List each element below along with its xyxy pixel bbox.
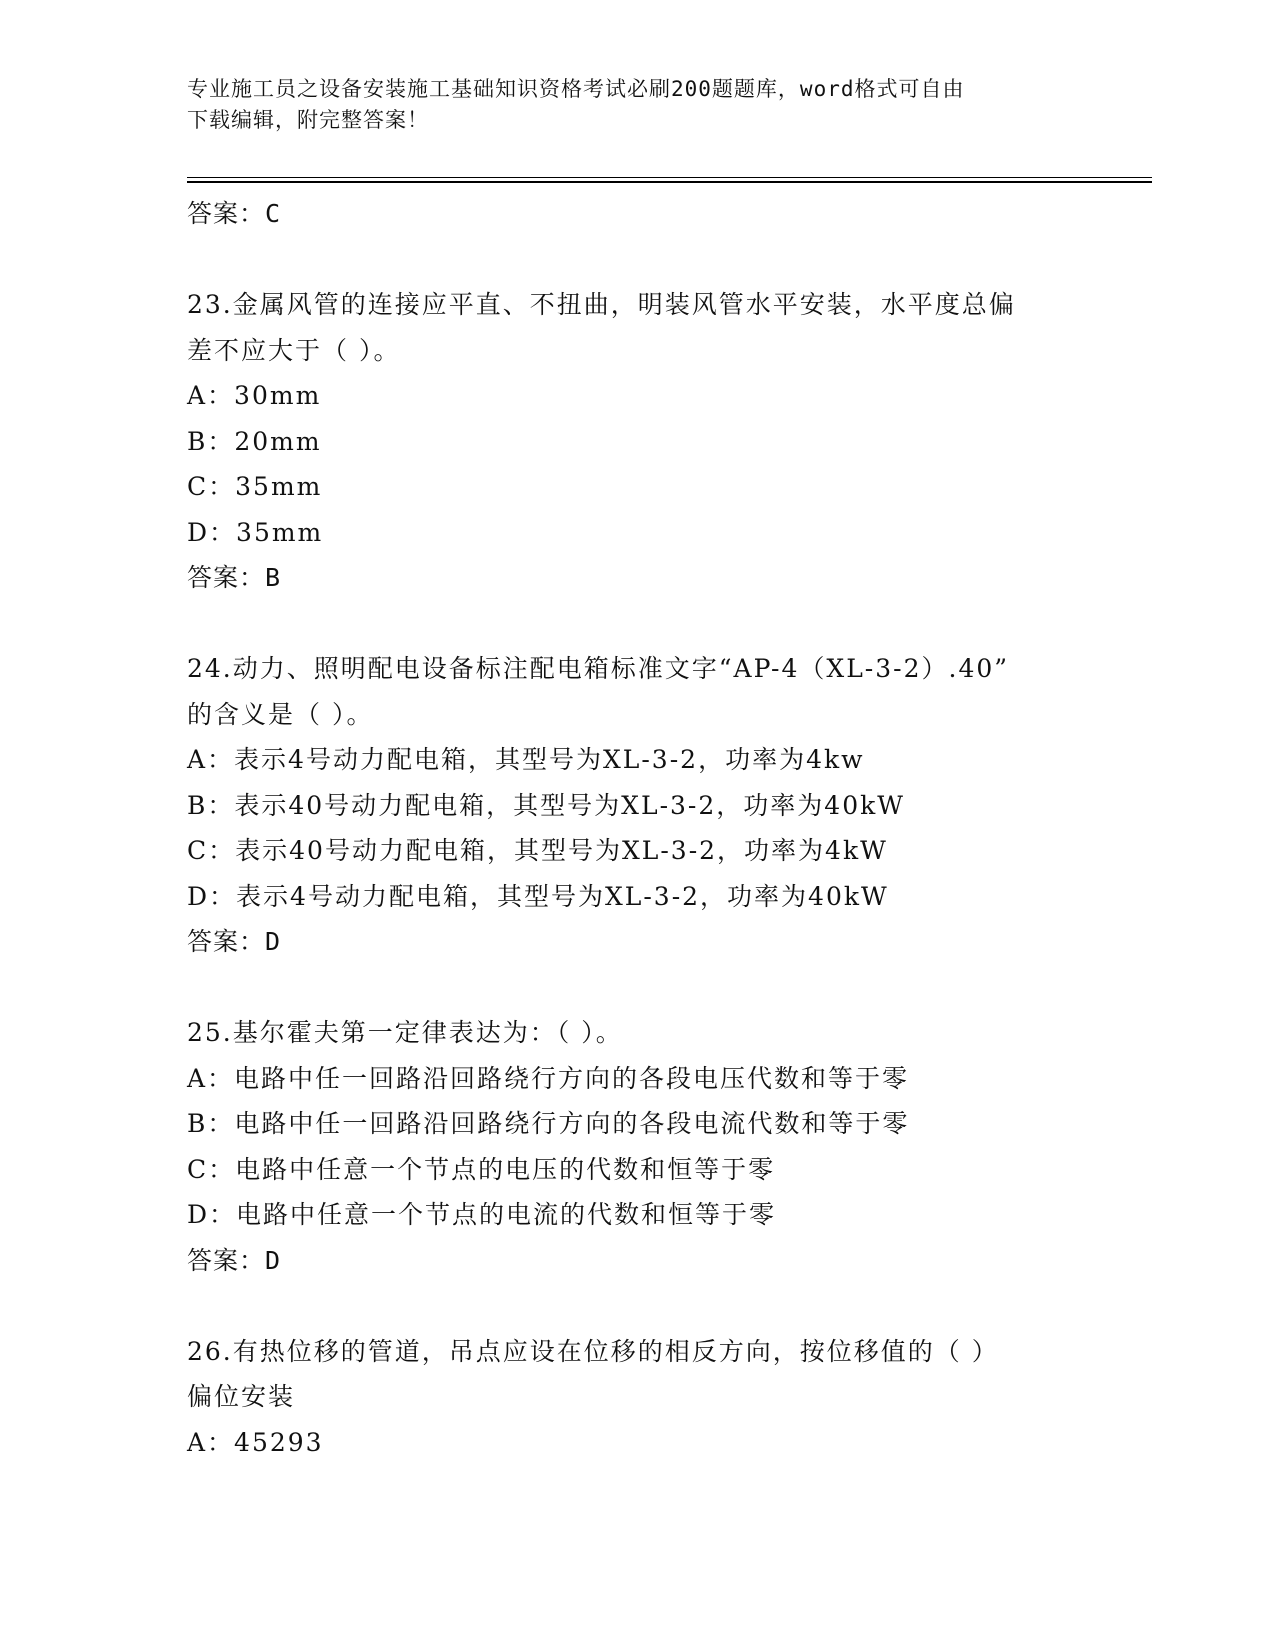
question-stem: 偏位安装 <box>187 1382 296 1411</box>
header-title-line-1: 专业施工员之设备安装施工基础知识资格考试必刷200题题库，word格式可自由 <box>187 77 965 101</box>
answer-q22: 答案：C <box>187 199 282 228</box>
option-a: A：表示4号动力配电箱，其型号为XL-3-2，功率为4kw <box>187 745 865 774</box>
answer-q24: 答案：D <box>187 927 282 956</box>
option-c: C：35mm <box>187 472 323 501</box>
question-24 <box>187 646 1087 965</box>
option-d: D：表示4号动力配电箱，其型号为XL-3-2，功率为40kW <box>187 881 889 911</box>
option-b: B：20mm <box>187 426 322 456</box>
option-b: B：电路中任一回路沿回路绕行方向的各段电流代数和等于零 <box>187 1109 910 1138</box>
spacer <box>187 1283 1087 1329</box>
question-25 <box>187 1010 1087 1283</box>
answer-q23: 答案：B <box>187 563 282 592</box>
document-header <box>187 74 1067 136</box>
question-stem: 25.基尔霍夫第一定律表达为：（ ）。 <box>187 1018 623 1047</box>
question-stem: 24.动力、照明配电设备标注配电箱标准文字“AP-4（XL-3-2）.40” <box>187 654 1010 683</box>
option-a: A：30mm <box>187 381 322 410</box>
option-d: D：35mm <box>187 517 324 547</box>
option-c: C：表示40号动力配电箱，其型号为XL-3-2，功率为4kW <box>187 836 888 865</box>
option-a: A：45293 <box>187 1427 324 1457</box>
question-23 <box>187 282 1087 601</box>
spacer <box>187 237 1087 283</box>
spacer <box>187 601 1087 647</box>
header-divider-thick <box>187 181 1152 183</box>
header-divider-thin <box>187 177 1152 178</box>
question-list <box>187 191 1087 1465</box>
question-stem: 的含义是（ ）。 <box>187 699 374 729</box>
option-a: A：电路中任一回路沿回路绕行方向的各段电压代数和等于零 <box>187 1063 910 1093</box>
option-d: D：电路中任意一个节点的电流的代数和恒等于零 <box>187 1200 777 1229</box>
answer-q25: 答案：D <box>187 1245 282 1275</box>
option-c: C：电路中任意一个节点的电压的代数和恒等于零 <box>187 1154 776 1184</box>
question-stem: 23.金属风管的连接应平直、不扭曲，明装风管水平安装，水平度总偏 <box>187 290 1016 319</box>
spacer <box>187 965 1087 1011</box>
question-stem: 26.有热位移的管道，吊点应设在位移的相反方向，按位移值的（ ） <box>187 1336 999 1366</box>
question-26 <box>187 1329 1087 1466</box>
question-stem: 差不应大于（ ）。 <box>187 335 401 365</box>
header-title-line-2: 下载编辑，附完整答案！ <box>187 108 429 132</box>
option-b: B：表示40号动力配电箱，其型号为XL-3-2，功率为40kW <box>187 790 905 820</box>
